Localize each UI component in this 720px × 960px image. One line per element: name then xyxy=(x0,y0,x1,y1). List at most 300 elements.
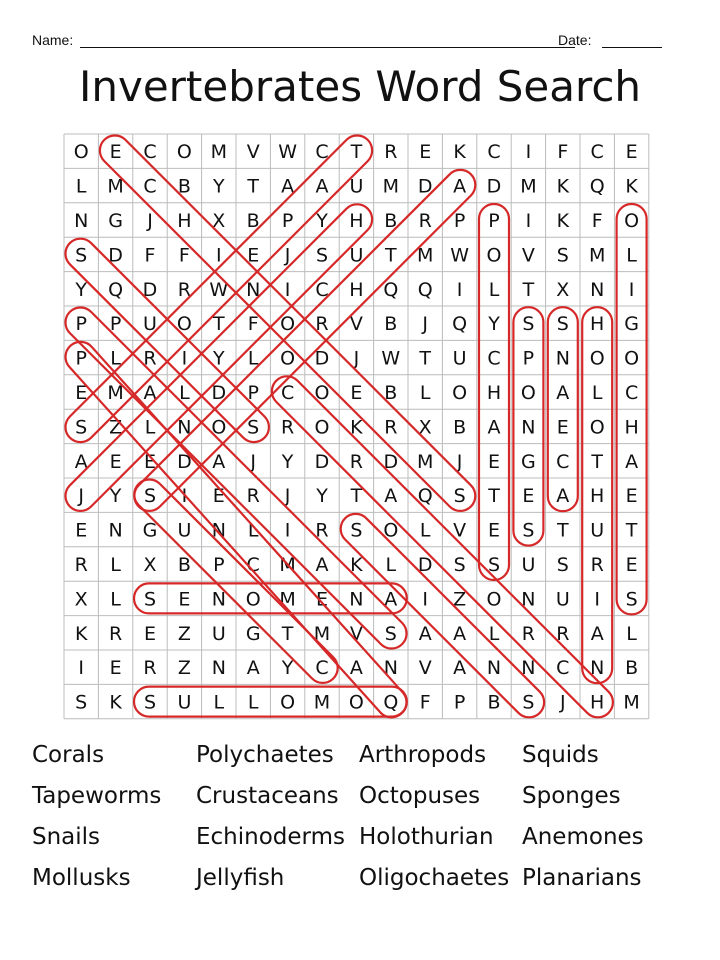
grid-letter: R xyxy=(315,313,329,336)
grid-letter: E xyxy=(556,416,569,439)
grid-letter: I xyxy=(594,588,601,611)
grid-letter: J xyxy=(456,450,463,473)
grid-letter: F xyxy=(144,244,156,267)
grid-letter: E xyxy=(75,519,88,542)
grid-letter: G xyxy=(624,313,639,336)
grid-letter: F xyxy=(419,691,431,714)
grid-letter: R xyxy=(384,141,398,164)
grid-letter: N xyxy=(486,657,502,680)
grid-letter: E xyxy=(487,519,501,542)
grid-letter: T xyxy=(522,278,535,301)
grid-letter: S xyxy=(247,416,260,439)
grid-letter: P xyxy=(488,210,500,232)
grid-letter: C xyxy=(590,141,604,164)
grid-letter: N xyxy=(349,588,364,611)
word-item: Jellyfish xyxy=(196,865,285,891)
grid-letter: V xyxy=(521,244,535,267)
word-item: Crustaceans xyxy=(196,783,339,809)
grid-letter: Z xyxy=(109,416,123,439)
grid-letter: K xyxy=(74,622,88,645)
grid-letter: J xyxy=(353,347,360,370)
grid-letter: P xyxy=(75,347,87,370)
grid-letter: F xyxy=(178,244,190,267)
grid-letter: V xyxy=(349,313,363,336)
grid-letter: K xyxy=(453,141,466,164)
grid-letter: Q xyxy=(383,691,399,714)
grid-letter: R xyxy=(418,210,432,232)
grid-letter: V xyxy=(246,141,260,164)
grid-letter: M xyxy=(313,622,331,645)
grid-letter: R xyxy=(590,554,604,576)
grid-letter: K xyxy=(556,210,570,232)
grid-letter: E xyxy=(487,450,501,473)
grid-letter: S xyxy=(75,244,88,267)
grid-letter: N xyxy=(177,416,192,439)
grid-letter: A xyxy=(143,382,157,404)
grid-letter: I xyxy=(284,519,291,542)
grid-letter: O xyxy=(280,347,296,370)
grid-letter: J xyxy=(559,691,566,714)
grid-letter: T xyxy=(212,313,225,336)
grid-letter: A xyxy=(74,450,88,473)
grid-letter: I xyxy=(78,657,85,680)
grid-letter: D xyxy=(417,554,433,576)
grid-letter: Q xyxy=(108,278,124,301)
grid-letter: E xyxy=(75,382,88,404)
grid-letter: S xyxy=(556,554,569,576)
grid-letter: J xyxy=(78,485,85,508)
grid-letter: P xyxy=(213,554,225,576)
grid-letter: O xyxy=(624,347,640,370)
grid-letter: B xyxy=(384,382,398,404)
grid-letter: S xyxy=(453,554,466,576)
grid-letter: B xyxy=(384,210,398,232)
grid-letter: L xyxy=(488,622,500,645)
grid-letter: T xyxy=(350,485,363,508)
grid-letter: D xyxy=(314,450,330,473)
grid-letter: M xyxy=(520,175,537,198)
grid-letter: L xyxy=(110,588,121,611)
grid-letter: G xyxy=(142,519,158,542)
grid-letter: C xyxy=(556,450,570,473)
grid-letter: U xyxy=(555,588,570,611)
grid-letter: A xyxy=(556,485,570,508)
grid-letter: M xyxy=(416,244,434,267)
grid-letter: S xyxy=(453,485,466,508)
grid-letter: E xyxy=(315,588,329,611)
grid-letter: S xyxy=(556,244,569,267)
grid-letter: V xyxy=(418,657,432,680)
grid-letter: X xyxy=(143,554,157,576)
grid-letter: L xyxy=(247,347,259,370)
grid-letter: J xyxy=(422,313,429,336)
grid-letter: S xyxy=(556,313,569,336)
grid-letter: X xyxy=(74,588,88,611)
grid-letter: A xyxy=(315,554,329,576)
grid-letter: J xyxy=(284,485,291,508)
grid-letter: U xyxy=(211,622,226,645)
grid-letter: K xyxy=(350,554,363,576)
grid-letter: S xyxy=(143,485,157,508)
grid-letter: C xyxy=(143,175,157,198)
grid-letter: N xyxy=(590,278,605,301)
grid-letter: P xyxy=(453,210,466,232)
grid-letter: B xyxy=(246,210,260,232)
grid-letter: U xyxy=(349,244,364,267)
grid-letter: E xyxy=(625,141,638,164)
word-column-2 xyxy=(196,740,361,904)
grid-letter: U xyxy=(521,554,536,576)
grid-letter: Y xyxy=(109,485,122,508)
word-item: Snails xyxy=(32,824,101,850)
grid-letter: L xyxy=(110,347,121,370)
grid-letter: A xyxy=(453,657,467,680)
grid-letter: C xyxy=(624,382,639,404)
grid-letter: L xyxy=(591,382,603,404)
grid-letter: S xyxy=(625,588,638,611)
grid-letter: T xyxy=(384,244,397,267)
grid-letter: M xyxy=(623,691,640,714)
grid-letter: S xyxy=(522,691,535,714)
grid-letter: P xyxy=(522,347,535,370)
grid-letter: L xyxy=(385,554,397,576)
grid-letter: X xyxy=(212,210,226,232)
grid-letter: L xyxy=(179,382,190,404)
grid-letter: O xyxy=(520,382,536,404)
grid-letter: Y xyxy=(212,347,225,370)
word-item: Planarians xyxy=(522,865,642,891)
grid-letter: C xyxy=(315,278,329,301)
grid-letter: Q xyxy=(417,485,433,508)
grid-letter: S xyxy=(315,244,329,267)
word-item: Arthropods xyxy=(359,742,487,768)
word-item: Holothurian xyxy=(359,824,494,850)
grid-letter: N xyxy=(590,657,605,680)
grid-letter: K xyxy=(556,175,570,198)
grid-letter: E xyxy=(143,622,157,645)
grid-letter: O xyxy=(624,210,640,232)
grid-letter: L xyxy=(247,691,259,714)
grid-letter: E xyxy=(625,554,638,576)
grid-letter: H xyxy=(624,416,639,439)
grid-letter: U xyxy=(590,519,605,542)
grid-letter: W xyxy=(381,347,401,370)
grid-letter: E xyxy=(522,485,535,508)
grid-letter: L xyxy=(144,416,156,439)
grid-letter: P xyxy=(75,313,87,336)
grid-letter: Z xyxy=(177,657,191,680)
grid-letter: T xyxy=(281,622,294,645)
grid-letter: Y xyxy=(316,485,328,508)
grid-letter: T xyxy=(247,175,260,198)
grid-letter: Z xyxy=(177,622,191,645)
grid-letter: M xyxy=(107,382,124,404)
grid-letter: C xyxy=(280,382,295,404)
grid-letter: C xyxy=(487,347,501,370)
grid-letter: M xyxy=(416,450,434,473)
grid-letter: L xyxy=(213,691,225,714)
grid-letter: S xyxy=(487,554,501,576)
word-item: Oligochaetes xyxy=(359,865,510,891)
grid-letter: C xyxy=(487,141,501,164)
grid-letter: A xyxy=(384,588,398,611)
grid-letter: Q xyxy=(383,278,399,301)
grid-letter: E xyxy=(419,141,432,164)
grid-letter: O xyxy=(314,382,330,404)
grid-letter: Y xyxy=(212,175,225,198)
grid-letter: T xyxy=(350,141,363,164)
grid-letter: O xyxy=(383,519,399,542)
grid-letter: O xyxy=(314,416,330,439)
grid-letter: I xyxy=(525,210,532,232)
grid-letter: U xyxy=(177,691,192,714)
grid-letter: A xyxy=(384,485,398,508)
grid-letter: M xyxy=(279,588,296,611)
grid-letter: U xyxy=(177,519,192,542)
grid-letter: A xyxy=(487,416,501,439)
grid-letter: B xyxy=(625,657,639,680)
grid-letter: Q xyxy=(452,313,468,336)
grid-letter: T xyxy=(591,450,604,473)
grid-letter: N xyxy=(108,519,123,542)
grid-letter: L xyxy=(419,382,431,404)
grid-letter: E xyxy=(109,657,122,680)
grid-letter: A xyxy=(453,622,467,645)
grid-letter: L xyxy=(110,554,121,576)
grid-letter: A xyxy=(246,657,260,680)
grid-letter: A xyxy=(556,382,570,404)
grid-letter: I xyxy=(422,588,429,611)
grid-letter: N xyxy=(211,519,226,542)
grid-letter: N xyxy=(383,657,398,680)
grid-letter: L xyxy=(419,519,431,542)
word-list xyxy=(32,740,692,910)
grid-letter: R xyxy=(280,416,295,439)
grid-letter: A xyxy=(315,175,329,198)
grid-letter: K xyxy=(625,175,638,198)
grid-letter: D xyxy=(108,244,123,267)
grid-letter: M xyxy=(588,244,606,267)
word-column-3 xyxy=(359,740,524,904)
grid-letter: D xyxy=(211,382,227,404)
grid-letter: H xyxy=(349,278,364,301)
grid-letter: K xyxy=(350,416,363,439)
grid-letter: H xyxy=(177,210,192,232)
grid-letter: J xyxy=(284,244,291,267)
grid-letter: M xyxy=(210,141,228,164)
grid-letter: F xyxy=(557,141,569,164)
grid-letter: E xyxy=(212,485,225,508)
grid-letter: U xyxy=(143,313,157,336)
grid-letter: O xyxy=(486,244,502,267)
grid-letter: P xyxy=(281,210,294,232)
grid-letter: Y xyxy=(281,657,294,680)
grid-letter: F xyxy=(591,210,603,232)
grid-letter: S xyxy=(350,519,363,542)
grid-letter: R xyxy=(246,485,260,508)
grid-letter: A xyxy=(212,450,226,473)
grid-letter: S xyxy=(75,416,88,439)
grid-letter: R xyxy=(177,278,192,301)
grid-letter: N xyxy=(246,278,261,301)
grid-letter: E xyxy=(247,244,260,267)
grid-letter: O xyxy=(589,347,605,370)
grid-letter: S xyxy=(522,519,535,542)
grid-letter: Q xyxy=(589,175,605,198)
grid-letter: X xyxy=(418,416,432,439)
grid-letter: E xyxy=(143,450,157,473)
grid-letter: D xyxy=(383,450,399,473)
grid-letter: M xyxy=(382,175,400,198)
grid-letter: D xyxy=(177,450,192,473)
grid-letter: B xyxy=(177,554,191,576)
page-title: Invertebrates Word Search xyxy=(78,62,642,111)
grid-letter: P xyxy=(247,382,259,404)
grid-letter: L xyxy=(488,278,500,301)
grid-letter: I xyxy=(181,485,188,508)
grid-letter: K xyxy=(109,691,122,714)
grid-letter: Z xyxy=(453,588,467,611)
grid-letter: O xyxy=(211,416,227,439)
grid-letter: A xyxy=(453,175,467,198)
grid-letter: W xyxy=(450,244,469,267)
grid-letter: B xyxy=(453,416,467,439)
grid-letter: O xyxy=(348,691,364,714)
grid-letter: D xyxy=(486,175,502,198)
grid-letter: N xyxy=(555,347,570,370)
grid-letter: I xyxy=(284,278,291,301)
grid-letter: L xyxy=(626,622,637,645)
grid-letter: L xyxy=(247,519,259,542)
word-item: Squids xyxy=(522,742,599,768)
grid-letter: N xyxy=(211,588,226,611)
grid-letter: H xyxy=(590,691,605,714)
grid-letter: R xyxy=(521,622,536,645)
grid-letter: I xyxy=(181,347,188,370)
grid-letter: B xyxy=(177,175,191,198)
grid-letter: C xyxy=(315,657,329,680)
grid-letter: V xyxy=(453,519,467,542)
grid-letter: A xyxy=(625,450,639,473)
grid-letter: R xyxy=(143,347,157,370)
grid-letter: S xyxy=(143,588,157,611)
grid-letter: E xyxy=(178,588,191,611)
grid-letter: A xyxy=(349,657,363,680)
grid-letter: T xyxy=(625,519,638,542)
grid-letter: R xyxy=(74,554,88,576)
grid-letter: T xyxy=(419,347,432,370)
grid-letter: W xyxy=(278,141,297,164)
grid-letter: Y xyxy=(316,210,328,232)
grid-letter: G xyxy=(108,210,123,232)
grid-letter: J xyxy=(250,450,257,473)
grid-letter: U xyxy=(452,347,467,370)
grid-letter: H xyxy=(590,313,605,336)
grid-letter: L xyxy=(626,244,637,267)
grid-letter: N xyxy=(74,210,89,232)
grid-letter: B xyxy=(384,313,398,336)
grid-letter: D xyxy=(314,347,330,370)
word-item: Octopuses xyxy=(359,783,481,809)
grid-letter: D xyxy=(417,175,433,198)
grid-letter: O xyxy=(176,141,192,164)
grid-letter: R xyxy=(108,622,123,645)
grid-letter: O xyxy=(486,588,502,611)
grid-letter: W xyxy=(209,278,229,301)
grid-letter: S xyxy=(75,691,88,714)
grid-letter: T xyxy=(488,485,500,508)
grid-letter: U xyxy=(349,175,364,198)
date-label: Date: xyxy=(558,32,592,48)
grid-letter: N xyxy=(521,657,536,680)
grid-letter: N xyxy=(211,657,226,680)
grid-letter: O xyxy=(589,416,605,439)
grid-letter: R xyxy=(384,416,398,439)
grid-letter: R xyxy=(143,657,157,680)
grid-letter: P xyxy=(109,313,122,336)
grid-letter: E xyxy=(109,141,122,164)
grid-letter: O xyxy=(245,588,261,611)
grid-letter: O xyxy=(280,313,296,336)
grid-letter: E xyxy=(109,450,122,473)
grid-letter: I xyxy=(456,278,463,301)
grid-letter: C xyxy=(556,657,570,680)
word-item: Tapeworms xyxy=(32,783,162,809)
grid-letter: I xyxy=(215,244,222,267)
name-label: Name: xyxy=(32,32,74,48)
grid-letter: M xyxy=(313,691,331,714)
grid-letter: Y xyxy=(75,278,88,301)
word-item: Echinoderms xyxy=(196,824,345,850)
grid-letter: A xyxy=(418,622,432,645)
grid-letter: E xyxy=(625,485,638,508)
grid-letter: V xyxy=(349,622,363,645)
word-item: Mollusks xyxy=(32,865,131,891)
grid-letter: F xyxy=(247,313,259,336)
grid-letter: Q xyxy=(417,278,433,301)
grid-letter: S xyxy=(522,313,535,336)
word-item: Sponges xyxy=(522,783,621,809)
word-column-1 xyxy=(32,740,197,904)
grid-letter: M xyxy=(107,175,124,198)
grid-letter: C xyxy=(315,141,329,164)
grid-letter: Y xyxy=(488,313,500,336)
grid-letter: R xyxy=(315,519,329,542)
grid-letter: M xyxy=(279,554,296,576)
word-column-4 xyxy=(522,740,687,904)
grid-letter: S xyxy=(143,691,157,714)
grid-letter: O xyxy=(73,141,89,164)
grid-letter: O xyxy=(176,313,192,336)
grid-letter: R xyxy=(556,622,570,645)
grid-letter: C xyxy=(143,141,157,164)
grid-letter: R xyxy=(349,450,364,473)
grid-letter: B xyxy=(487,691,501,714)
word-item: Corals xyxy=(32,742,105,768)
grid-letter: G xyxy=(245,622,261,645)
grid-letter: D xyxy=(142,278,158,301)
grid-letter: H xyxy=(486,382,502,404)
grid-letter: L xyxy=(75,175,87,198)
grid-letter: C xyxy=(246,554,260,576)
grid-letter: N xyxy=(521,588,536,611)
grid-letter: I xyxy=(628,278,635,301)
grid-letter: G xyxy=(521,450,536,473)
grid-letter: X xyxy=(556,278,570,301)
grid-letter: O xyxy=(280,691,296,714)
grid-letter: O xyxy=(452,382,468,404)
grid-letter: J xyxy=(147,210,153,232)
